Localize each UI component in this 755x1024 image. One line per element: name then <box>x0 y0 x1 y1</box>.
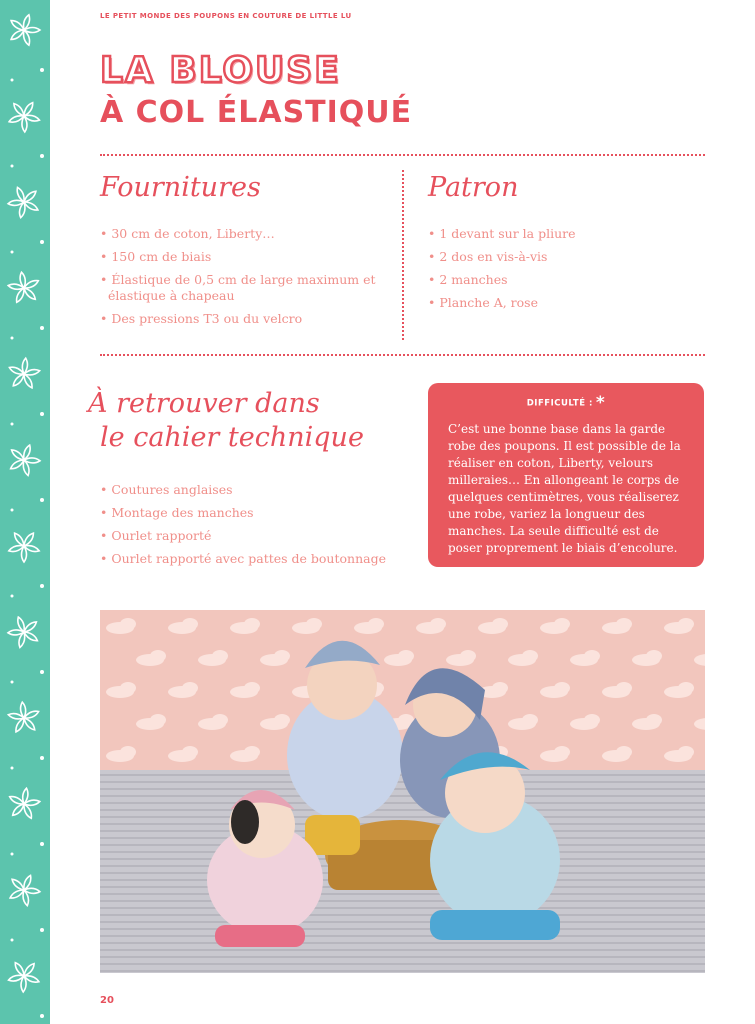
divider-top <box>100 154 705 156</box>
list-item: • 150 cm de biais <box>100 249 380 265</box>
list-item: • Montage des manches <box>100 505 410 521</box>
list-item: • 2 manches <box>428 272 688 288</box>
divider-vertical <box>402 170 404 340</box>
difficulty-box <box>428 383 704 567</box>
difficulty-star-icon: * <box>595 393 606 413</box>
flower-pattern <box>0 0 50 1024</box>
list-item: • Ourlet rapporté avec pattes de boutonnage <box>100 551 410 567</box>
list-item: • Ourlet rapporté <box>100 528 410 544</box>
dolls-photo-illustration <box>100 610 705 973</box>
difficulty-label: DIFFICULTÉ : <box>526 398 593 409</box>
list-item: • Élastique de 0,5 cm de large maximum et élastique à chapeau <box>100 272 380 304</box>
divider-middle <box>100 354 705 356</box>
page-title-line1: LA BLOUSE <box>100 50 341 91</box>
fournitures-list <box>100 226 380 334</box>
list-item: • Planche A, rose <box>428 295 688 311</box>
fournitures-heading: Fournitures <box>100 172 261 203</box>
running-header: LE PETIT MONDE DES POUPONS EN COUTURE DE LITTLE LU <box>100 12 352 20</box>
list-item: • 1 devant sur la pliure <box>428 226 688 242</box>
cahier-heading-line1: À retrouver dans <box>88 388 320 419</box>
list-item: • Coutures anglaises <box>100 482 410 498</box>
page-title-line2: À COL ÉLASTIQUÉ <box>100 95 413 130</box>
cahier-list <box>100 482 410 574</box>
list-item: • 2 dos en vis-à-vis <box>428 249 688 265</box>
dolls-photo <box>100 610 705 973</box>
patron-heading: Patron <box>428 172 519 203</box>
list-item: • 30 cm de coton, Liberty… <box>100 226 380 242</box>
difficulty-title <box>448 393 684 413</box>
page-number: 20 <box>100 995 114 1006</box>
cahier-heading-line2: le cahier technique <box>100 422 364 453</box>
decorative-sidebar <box>0 0 50 1024</box>
difficulty-text: C’est une bonne base dans la garde robe des poupons. Il est possible de la réaliser en coton, Liberty, velours milleraies… En allongeant le corps de quelques centimètres, vous réaliserez une robe, variez la longueur des manches. La seule difficulté est de poser proprement le biais d’encolure. <box>448 422 681 555</box>
patron-list <box>428 226 688 318</box>
list-item: • Des pressions T3 ou du velcro <box>100 311 380 327</box>
